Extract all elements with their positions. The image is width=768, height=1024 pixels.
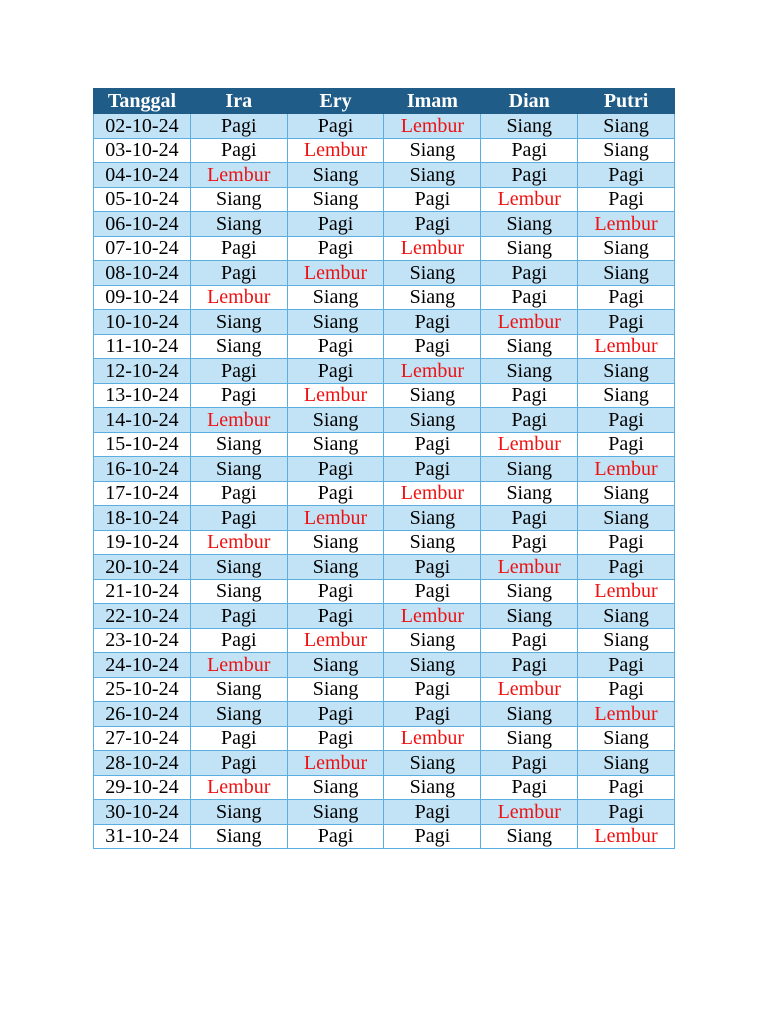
imam-cell: Lembur — [384, 726, 481, 751]
date-cell: 17-10-24 — [94, 481, 191, 506]
ery-cell: Siang — [287, 555, 384, 580]
header-tanggal: Tanggal — [94, 89, 191, 114]
dian-cell: Lembur — [481, 677, 578, 702]
imam-cell: Pagi — [384, 310, 481, 335]
ery-cell: Siang — [287, 432, 384, 457]
date-cell: 12-10-24 — [94, 359, 191, 384]
table-row — [94, 555, 675, 580]
date-cell: 05-10-24 — [94, 187, 191, 212]
imam-cell: Lembur — [384, 114, 481, 139]
dian-cell: Siang — [481, 236, 578, 261]
putri-cell: Siang — [578, 261, 675, 286]
ira-cell: Siang — [190, 187, 287, 212]
date-cell: 25-10-24 — [94, 677, 191, 702]
putri-cell: Pagi — [578, 432, 675, 457]
dian-cell: Lembur — [481, 555, 578, 580]
ery-cell: Pagi — [287, 726, 384, 751]
putri-cell: Lembur — [578, 702, 675, 727]
ira-cell: Pagi — [190, 383, 287, 408]
ira-cell: Siang — [190, 677, 287, 702]
table-row — [94, 383, 675, 408]
dian-cell: Lembur — [481, 310, 578, 335]
ira-cell: Pagi — [190, 604, 287, 629]
table-row — [94, 751, 675, 776]
ery-cell: Pagi — [287, 114, 384, 139]
imam-cell: Siang — [384, 408, 481, 433]
date-cell: 16-10-24 — [94, 457, 191, 482]
putri-cell: Lembur — [578, 579, 675, 604]
ira-cell: Siang — [190, 457, 287, 482]
dian-cell: Pagi — [481, 285, 578, 310]
table-row — [94, 653, 675, 678]
ira-cell: Lembur — [190, 775, 287, 800]
imam-cell: Pagi — [384, 555, 481, 580]
table-row — [94, 212, 675, 237]
ira-cell: Pagi — [190, 628, 287, 653]
putri-cell: Lembur — [578, 212, 675, 237]
ira-cell: Siang — [190, 824, 287, 849]
putri-cell: Siang — [578, 726, 675, 751]
table-row — [94, 408, 675, 433]
ira-cell: Pagi — [190, 481, 287, 506]
imam-cell: Siang — [384, 383, 481, 408]
ery-cell: Siang — [287, 800, 384, 825]
ery-cell: Siang — [287, 310, 384, 335]
table-row — [94, 702, 675, 727]
table-row — [94, 579, 675, 604]
ira-cell: Lembur — [190, 163, 287, 188]
header-dian: Dian — [481, 89, 578, 114]
table-row — [94, 775, 675, 800]
table-row — [94, 604, 675, 629]
ira-cell: Lembur — [190, 285, 287, 310]
imam-cell: Lembur — [384, 604, 481, 629]
ery-cell: Siang — [287, 408, 384, 433]
table-row — [94, 163, 675, 188]
header-ira: Ira — [190, 89, 287, 114]
ira-cell: Pagi — [190, 114, 287, 139]
dian-cell: Siang — [481, 579, 578, 604]
ery-cell: Siang — [287, 653, 384, 678]
imam-cell: Pagi — [384, 702, 481, 727]
dian-cell: Siang — [481, 726, 578, 751]
dian-cell: Lembur — [481, 800, 578, 825]
ira-cell: Lembur — [190, 530, 287, 555]
date-cell: 27-10-24 — [94, 726, 191, 751]
date-cell: 23-10-24 — [94, 628, 191, 653]
dian-cell: Siang — [481, 359, 578, 384]
ery-cell: Lembur — [287, 628, 384, 653]
imam-cell: Siang — [384, 163, 481, 188]
ira-cell: Siang — [190, 310, 287, 335]
table-row — [94, 359, 675, 384]
dian-cell: Pagi — [481, 138, 578, 163]
ira-cell: Siang — [190, 212, 287, 237]
table-row — [94, 457, 675, 482]
date-cell: 11-10-24 — [94, 334, 191, 359]
putri-cell: Pagi — [578, 408, 675, 433]
table-row — [94, 334, 675, 359]
ery-cell: Siang — [287, 163, 384, 188]
ery-cell: Lembur — [287, 751, 384, 776]
date-cell: 31-10-24 — [94, 824, 191, 849]
table-row — [94, 236, 675, 261]
putri-cell: Siang — [578, 138, 675, 163]
dian-cell: Siang — [481, 824, 578, 849]
putri-cell: Pagi — [578, 285, 675, 310]
table-row — [94, 187, 675, 212]
putri-cell: Siang — [578, 236, 675, 261]
putri-cell: Pagi — [578, 800, 675, 825]
ery-cell: Lembur — [287, 261, 384, 286]
ira-cell: Pagi — [190, 359, 287, 384]
table-row — [94, 261, 675, 286]
putri-cell: Pagi — [578, 555, 675, 580]
ery-cell: Siang — [287, 775, 384, 800]
putri-cell: Pagi — [578, 530, 675, 555]
ery-cell: Siang — [287, 187, 384, 212]
ira-cell: Siang — [190, 579, 287, 604]
date-cell: 15-10-24 — [94, 432, 191, 457]
ery-cell: Siang — [287, 530, 384, 555]
dian-cell: Siang — [481, 334, 578, 359]
dian-cell: Pagi — [481, 653, 578, 678]
shift-schedule-table — [93, 88, 675, 849]
table-row — [94, 432, 675, 457]
ery-cell: Pagi — [287, 702, 384, 727]
date-cell: 09-10-24 — [94, 285, 191, 310]
putri-cell: Lembur — [578, 334, 675, 359]
ira-cell: Pagi — [190, 138, 287, 163]
dian-cell: Pagi — [481, 530, 578, 555]
putri-cell: Pagi — [578, 163, 675, 188]
date-cell: 06-10-24 — [94, 212, 191, 237]
table-row — [94, 481, 675, 506]
table-row — [94, 677, 675, 702]
imam-cell: Siang — [384, 285, 481, 310]
dian-cell: Pagi — [481, 751, 578, 776]
ery-cell: Siang — [287, 677, 384, 702]
dian-cell: Pagi — [481, 408, 578, 433]
ira-cell: Pagi — [190, 236, 287, 261]
dian-cell: Pagi — [481, 261, 578, 286]
date-cell: 19-10-24 — [94, 530, 191, 555]
table-row — [94, 310, 675, 335]
dian-cell: Pagi — [481, 628, 578, 653]
dian-cell: Pagi — [481, 775, 578, 800]
putri-cell: Siang — [578, 481, 675, 506]
putri-cell: Siang — [578, 506, 675, 531]
date-cell: 24-10-24 — [94, 653, 191, 678]
date-cell: 08-10-24 — [94, 261, 191, 286]
imam-cell: Siang — [384, 530, 481, 555]
date-cell: 26-10-24 — [94, 702, 191, 727]
ery-cell: Pagi — [287, 579, 384, 604]
ery-cell: Pagi — [287, 212, 384, 237]
ery-cell: Lembur — [287, 138, 384, 163]
putri-cell: Siang — [578, 114, 675, 139]
putri-cell: Siang — [578, 359, 675, 384]
putri-cell: Lembur — [578, 824, 675, 849]
ery-cell: Pagi — [287, 604, 384, 629]
ira-cell: Siang — [190, 334, 287, 359]
putri-cell: Siang — [578, 383, 675, 408]
ery-cell: Siang — [287, 285, 384, 310]
putri-cell: Lembur — [578, 457, 675, 482]
ery-cell: Pagi — [287, 457, 384, 482]
dian-cell: Siang — [481, 212, 578, 237]
putri-cell: Pagi — [578, 653, 675, 678]
putri-cell: Pagi — [578, 677, 675, 702]
ery-cell: Pagi — [287, 334, 384, 359]
putri-cell: Pagi — [578, 310, 675, 335]
date-cell: 13-10-24 — [94, 383, 191, 408]
date-cell: 22-10-24 — [94, 604, 191, 629]
imam-cell: Pagi — [384, 212, 481, 237]
table-row — [94, 824, 675, 849]
table-row — [94, 628, 675, 653]
imam-cell: Siang — [384, 261, 481, 286]
putri-cell: Siang — [578, 628, 675, 653]
date-cell: 28-10-24 — [94, 751, 191, 776]
date-cell: 02-10-24 — [94, 114, 191, 139]
header-ery: Ery — [287, 89, 384, 114]
ira-cell: Pagi — [190, 726, 287, 751]
ira-cell: Pagi — [190, 751, 287, 776]
imam-cell: Lembur — [384, 481, 481, 506]
table-body — [94, 114, 675, 849]
date-cell: 21-10-24 — [94, 579, 191, 604]
dian-cell: Siang — [481, 114, 578, 139]
ery-cell: Lembur — [287, 383, 384, 408]
date-cell: 04-10-24 — [94, 163, 191, 188]
table-row — [94, 530, 675, 555]
table-row — [94, 800, 675, 825]
dian-cell: Siang — [481, 702, 578, 727]
table-row — [94, 506, 675, 531]
imam-cell: Pagi — [384, 800, 481, 825]
date-cell: 30-10-24 — [94, 800, 191, 825]
ira-cell: Siang — [190, 555, 287, 580]
ira-cell: Pagi — [190, 506, 287, 531]
header-imam: Imam — [384, 89, 481, 114]
imam-cell: Lembur — [384, 359, 481, 384]
imam-cell: Siang — [384, 775, 481, 800]
table-row — [94, 726, 675, 751]
dian-cell: Lembur — [481, 187, 578, 212]
ira-cell: Siang — [190, 432, 287, 457]
dian-cell: Pagi — [481, 383, 578, 408]
table-header — [94, 89, 675, 114]
putri-cell: Pagi — [578, 187, 675, 212]
imam-cell: Pagi — [384, 432, 481, 457]
imam-cell: Pagi — [384, 334, 481, 359]
imam-cell: Pagi — [384, 824, 481, 849]
dian-cell: Siang — [481, 604, 578, 629]
imam-cell: Siang — [384, 653, 481, 678]
header-putri: Putri — [578, 89, 675, 114]
imam-cell: Siang — [384, 751, 481, 776]
dian-cell: Siang — [481, 457, 578, 482]
putri-cell: Siang — [578, 604, 675, 629]
ira-cell: Siang — [190, 702, 287, 727]
date-cell: 14-10-24 — [94, 408, 191, 433]
ira-cell: Lembur — [190, 408, 287, 433]
ery-cell: Pagi — [287, 824, 384, 849]
ira-cell: Siang — [190, 800, 287, 825]
table-row — [94, 138, 675, 163]
imam-cell: Pagi — [384, 187, 481, 212]
imam-cell: Lembur — [384, 236, 481, 261]
imam-cell: Siang — [384, 138, 481, 163]
dian-cell: Siang — [481, 481, 578, 506]
date-cell: 20-10-24 — [94, 555, 191, 580]
dian-cell: Pagi — [481, 163, 578, 188]
date-cell: 03-10-24 — [94, 138, 191, 163]
ery-cell: Pagi — [287, 359, 384, 384]
imam-cell: Pagi — [384, 579, 481, 604]
putri-cell: Pagi — [578, 775, 675, 800]
imam-cell: Pagi — [384, 677, 481, 702]
ery-cell: Pagi — [287, 481, 384, 506]
putri-cell: Siang — [578, 751, 675, 776]
dian-cell: Pagi — [481, 506, 578, 531]
ery-cell: Lembur — [287, 506, 384, 531]
ira-cell: Pagi — [190, 261, 287, 286]
header-row — [94, 89, 675, 114]
imam-cell: Siang — [384, 628, 481, 653]
table-row — [94, 114, 675, 139]
imam-cell: Siang — [384, 506, 481, 531]
date-cell: 10-10-24 — [94, 310, 191, 335]
table-row — [94, 285, 675, 310]
dian-cell: Lembur — [481, 432, 578, 457]
date-cell: 29-10-24 — [94, 775, 191, 800]
date-cell: 18-10-24 — [94, 506, 191, 531]
ira-cell: Lembur — [190, 653, 287, 678]
imam-cell: Pagi — [384, 457, 481, 482]
date-cell: 07-10-24 — [94, 236, 191, 261]
ery-cell: Pagi — [287, 236, 384, 261]
